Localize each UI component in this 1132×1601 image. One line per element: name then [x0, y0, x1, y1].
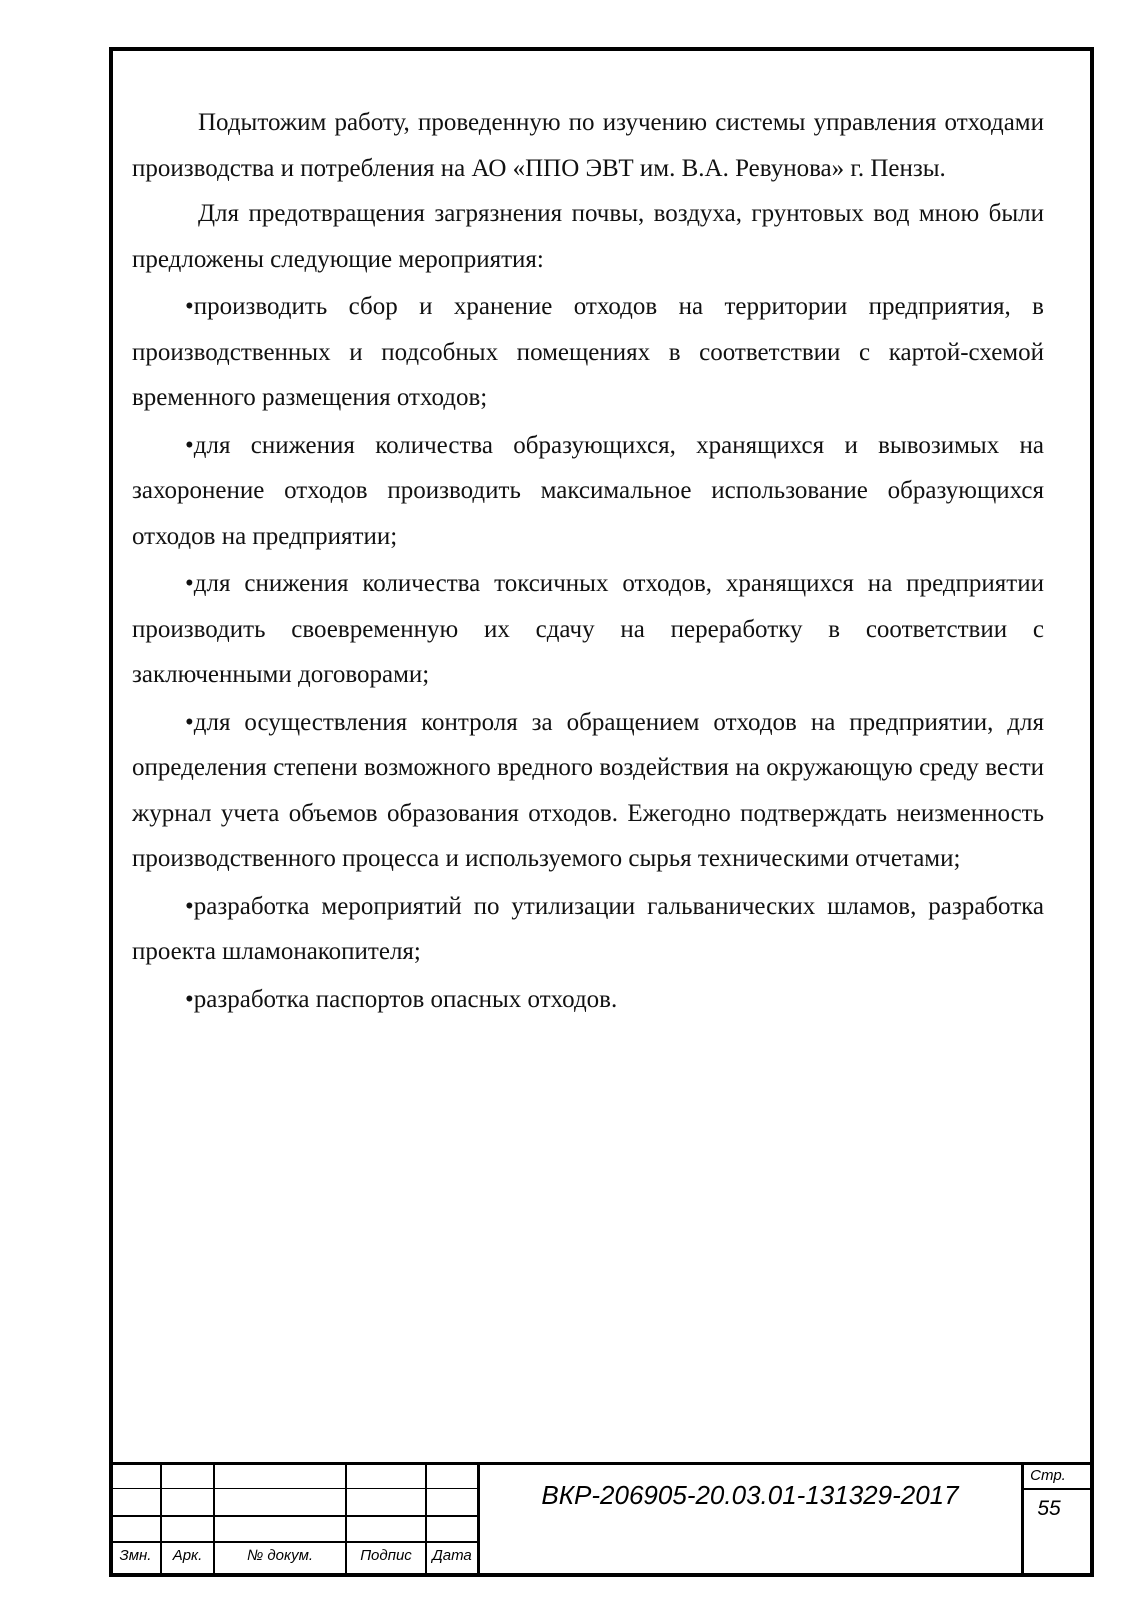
bullet-text: производить сбор и хранение отходов на территории предприятия, в производственных и подсобных помещениях в соответствии с картой-схемой временного размещения отходов; [132, 293, 1044, 411]
bullet-item [132, 884, 1044, 975]
bullet-text: разработка мероприятий по утилизации гальванических шламов, разработка проекта шламонакопителя; [132, 892, 1044, 965]
stamp-label-izm: Змн. [119, 1547, 152, 1564]
bullet-marker: • [185, 985, 194, 1013]
stamp-label-date: Дата [432, 1547, 472, 1564]
page-number: 55 [1037, 1497, 1061, 1520]
bullet-item [132, 561, 1044, 698]
document-code: ВКР-206905-20.03.01-131329-2017 [541, 1480, 959, 1510]
bullet-item [132, 700, 1044, 882]
measures-intro-paragraph: Для предотвращения загрязнения почвы, воздуха, грунтовых вод мною были предложены следующие мероприятия: [132, 200, 1044, 273]
stamp-label-page: Стр. [1030, 1467, 1066, 1484]
bullet-marker: • [185, 431, 194, 459]
bullet-item [132, 977, 1044, 1023]
bullet-marker: • [185, 570, 194, 597]
stamp-label-list: Арк. [172, 1547, 203, 1564]
stamp-row-line [1021, 1488, 1094, 1490]
stamp-label-doc-no: № докум. [246, 1547, 314, 1564]
bullet-marker: • [185, 293, 194, 320]
bullet-text: для осуществления контроля за обращением отходов на предприятии, для определения степени возможного вредного воздействия на окружающую среду вести журнал учета объемов образования отходов. Ежегодно подтверждать неизменность производственного процесса и используемого сырья техническими отчетами; [132, 708, 1044, 872]
bullet-marker: • [185, 708, 194, 736]
stamp-top-line [109, 1462, 1094, 1465]
stamp-row-line [109, 1488, 479, 1489]
bullet-text: для снижения количества токсичных отходов, хранящихся на предприятии производить своевременную их сдачу на переработку в соответствии с заключенными договорами; [132, 570, 1044, 688]
intro-paragraph: Подытожим работу, проведенную по изучению системы управления отходами производства и потребления на АО «ППО ЭВТ им. В.А. Ревунова» г. Пензы. [132, 109, 1044, 182]
bullet-text: разработка паспортов опасных отходов. [193, 985, 618, 1013]
stamp-label-signature: Подпис [360, 1547, 412, 1564]
bullet-text: для снижения количества образующихся, хранящихся и вывозимых на захоронение отходов производить максимальное использование образующихся отходов на предприятии; [132, 431, 1044, 550]
bullet-item [132, 284, 1044, 421]
bullet-marker: • [185, 892, 194, 920]
stamp-row-line [109, 1541, 479, 1543]
bullet-item [132, 423, 1044, 560]
stamp-row-line [109, 1515, 479, 1517]
document-body [132, 100, 1044, 1022]
